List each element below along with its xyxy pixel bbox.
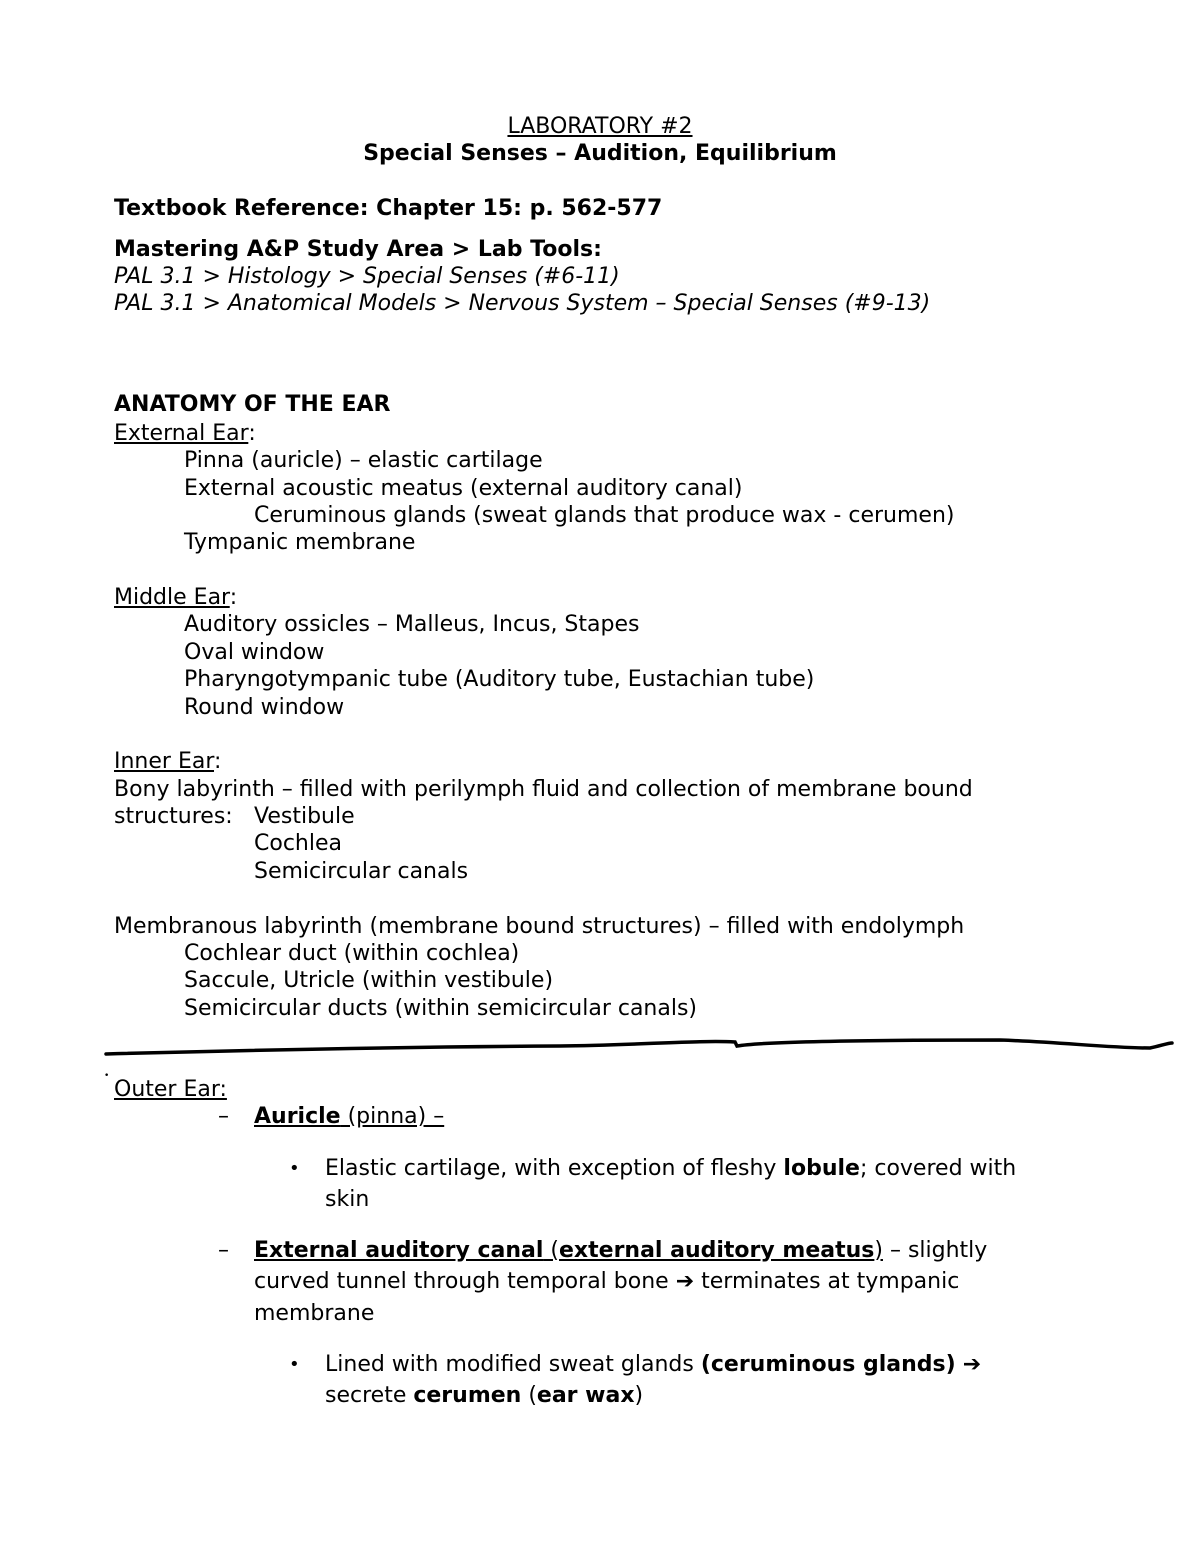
list-item: Semicircular ducts (within semicircular canals)	[184, 996, 698, 1021]
list-item: Saccule, Utricle (within vestibule)	[184, 968, 554, 993]
bullet-marker: •	[289, 1158, 300, 1179]
arrow-icon: ➔	[962, 1352, 982, 1377]
lab-subtitle: Special Senses – Audition, Equilibrium	[363, 141, 837, 166]
pal-link-histology: PAL 3.1 > Histology > Special Senses (#6-11)	[114, 264, 620, 289]
list-item: External acoustic meatus (external auditory canal)	[184, 476, 743, 501]
inner-ear-label: Inner Ear	[114, 749, 214, 774]
middle-ear-heading	[114, 584, 237, 612]
text	[956, 1352, 963, 1377]
colon: :	[229, 585, 238, 610]
auricle-bullet-line2: skin	[325, 1187, 370, 1212]
bony-structures-prefix: structures:	[114, 804, 233, 829]
inner-ear-heading	[114, 748, 221, 776]
colon: :	[214, 749, 222, 774]
list-item: Auditory ossicles – Malleus, Incus, Stapes	[184, 612, 640, 637]
lab-title: LABORATORY #2	[507, 114, 693, 139]
text: – slightly	[882, 1238, 988, 1263]
list-item: Cochlea	[254, 831, 342, 856]
mastering-heading: Mastering A&P Study Area > Lab Tools:	[114, 237, 602, 262]
text: Lined with modified sweat glands	[325, 1352, 701, 1377]
middle-ear-label: Middle Ear	[114, 585, 230, 610]
text: (	[543, 1238, 560, 1263]
meatus-term: external auditory meatus	[559, 1238, 875, 1263]
list-item: Semicircular canals	[254, 859, 469, 884]
canal-bullet-line1	[325, 1351, 981, 1379]
hand-drawn-divider	[0, 1030, 1200, 1070]
list-item: Ceruminous glands (sweat glands that produce wax - cerumen)	[254, 503, 955, 528]
auricle-rest: (pinna) –	[340, 1104, 445, 1129]
external-ear-heading	[114, 420, 256, 448]
dash-marker: –	[218, 1238, 229, 1263]
text: )	[874, 1238, 883, 1263]
bony-labyrinth-line: Bony labyrinth – filled with perilymph fluid and collection of membrane bound	[114, 777, 973, 802]
text: )	[634, 1383, 644, 1408]
list-item: Vestibule	[254, 804, 355, 829]
text: ; covered with	[859, 1156, 1017, 1181]
text: terminates at tympanic	[694, 1269, 960, 1294]
lobule-term: lobule	[783, 1156, 860, 1181]
canal-line3: membrane	[254, 1301, 375, 1326]
membranous-labyrinth-line: Membranous labyrinth (membrane bound structures) – filled with endolymph	[114, 914, 965, 939]
text: (	[521, 1383, 537, 1408]
anatomy-heading: ANATOMY OF THE EAR	[114, 392, 391, 417]
canal-line2	[254, 1268, 959, 1296]
marker-dot: •	[104, 1071, 110, 1081]
pal-link-models: PAL 3.1 > Anatomical Models > Nervous System – Special Senses (#9-13)	[114, 291, 931, 316]
list-item: Pharyngotympanic tube (Auditory tube, Eustachian tube)	[184, 667, 815, 692]
list-item: Pinna (auricle) – elastic cartilage	[184, 448, 543, 473]
text: secrete	[325, 1383, 414, 1408]
ear-wax-term: ear wax	[536, 1383, 635, 1408]
text: Elastic cartilage, with exception of fleshy	[325, 1156, 784, 1181]
outer-ear-heading: Outer Ear:	[114, 1077, 227, 1102]
text: curved tunnel through temporal bone	[254, 1269, 676, 1294]
canal-term: External auditory canal	[254, 1238, 544, 1263]
textbook-reference: Textbook Reference: Chapter 15: p. 562-577	[114, 196, 663, 221]
cerumen-term: cerumen	[413, 1383, 522, 1408]
ceruminous-term: (ceruminous glands)	[700, 1352, 956, 1377]
arrow-icon: ➔	[675, 1269, 695, 1294]
canal-bullet-line2	[325, 1382, 643, 1410]
list-item: Oval window	[184, 640, 325, 665]
auricle-bullet-line1	[325, 1155, 1016, 1183]
bullet-marker: •	[289, 1354, 300, 1375]
auricle-line	[254, 1103, 444, 1131]
list-item: Tympanic membrane	[184, 530, 416, 555]
auricle-term: Auricle	[254, 1104, 341, 1129]
external-ear-label: External Ear	[114, 421, 249, 446]
list-item: Round window	[184, 695, 345, 720]
list-item: Cochlear duct (within cochlea)	[184, 941, 520, 966]
colon: :	[248, 421, 256, 446]
dash-marker: –	[218, 1104, 229, 1129]
canal-line1	[254, 1237, 987, 1265]
